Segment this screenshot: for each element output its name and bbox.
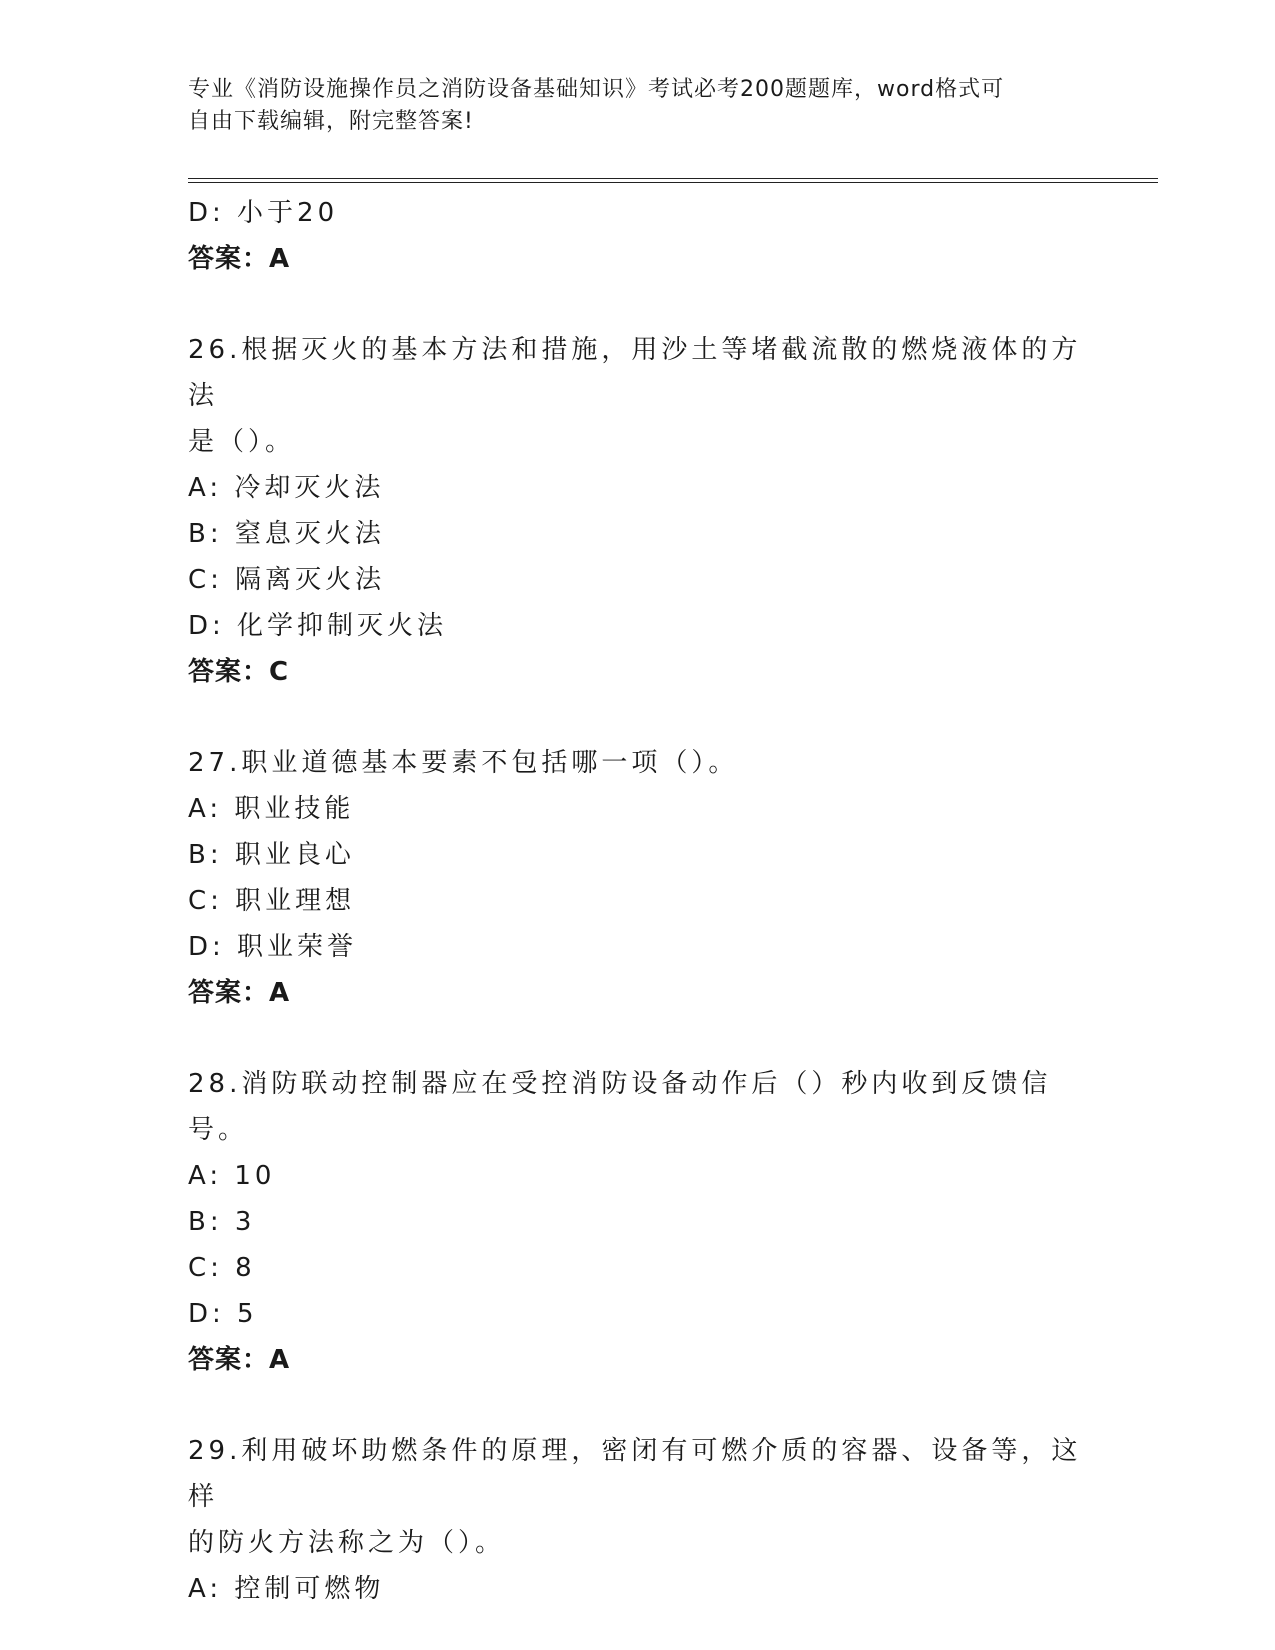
question-25-tail	[188, 190, 1088, 282]
spacer	[188, 1016, 1088, 1061]
question-28	[188, 1061, 1088, 1383]
option-c: C: 8	[188, 1253, 256, 1283]
option-d: D: 职业荣誉	[188, 932, 358, 962]
option-b: B: 3	[188, 1207, 256, 1237]
spacer	[188, 282, 1088, 327]
spacer	[188, 1383, 1088, 1428]
answer: 答案：C	[188, 657, 290, 687]
document-body	[188, 190, 1088, 1612]
header-line-2: 自由下载编辑，附完整答案!	[188, 109, 474, 134]
header-line-1: 专业《消防设施操作员之消防设备基础知识》考试必考200题题库，word格式可	[188, 77, 1005, 102]
option-d: D: 5	[188, 1299, 258, 1329]
option-b: B: 窒息灭火法	[188, 519, 385, 549]
question-stem: 27.职业道德基本要素不包括哪一项（）。	[188, 748, 739, 778]
answer: 答案：A	[188, 1345, 291, 1375]
question-29	[188, 1428, 1088, 1612]
question-26	[188, 327, 1088, 695]
option-d: D: 化学抑制灭火法	[188, 611, 448, 641]
option-a: A: 控制可燃物	[188, 1574, 385, 1604]
question-stem: 29.利用破坏助燃条件的原理，密闭有可燃介质的容器、设备等，这样	[188, 1436, 1082, 1512]
option-a: A: 职业技能	[188, 794, 355, 824]
answer: 答案：A	[188, 978, 291, 1008]
option-a: A: 10	[188, 1161, 276, 1191]
question-27	[188, 740, 1088, 1016]
option-a: A: 冷却灭火法	[188, 473, 385, 503]
question-stem-continued: 的防火方法称之为（）。	[188, 1528, 506, 1558]
spacer	[188, 695, 1088, 740]
question-stem: 26.根据灭火的基本方法和措施，用沙土等堵截流散的燃烧液体的方法	[188, 335, 1082, 411]
question-stem-continued: 是（）。	[188, 427, 296, 457]
header-double-rule	[188, 178, 1158, 183]
option-d: D: 小于20	[188, 198, 339, 228]
question-stem: 28.消防联动控制器应在受控消防设备动作后（）秒内收到反馈信号。	[188, 1069, 1052, 1145]
answer: 答案：A	[188, 244, 291, 274]
option-c: C: 职业理想	[188, 886, 356, 916]
option-b: B: 职业良心	[188, 840, 355, 870]
option-c: C: 隔离灭火法	[188, 565, 386, 595]
page-header	[188, 74, 1088, 138]
